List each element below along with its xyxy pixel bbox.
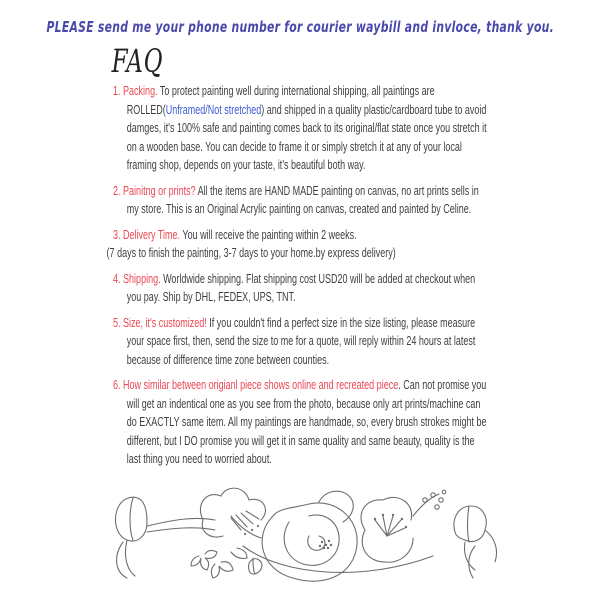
faq-item-text [113, 182, 490, 219]
faq-item-text [113, 226, 490, 245]
faq-item-number: 3. [113, 227, 124, 242]
page-title: FAQ [111, 42, 164, 80]
faq-body-text: If you couldn't find a perfect size in the size listing, please measure your space first, then, send the size to me for a quote, will reply within 24 hours at latest because of difference time zone between counties. [126, 315, 476, 367]
faq-item-number: 6. [113, 378, 124, 392]
faq-item-note: (7 days to finish the painting, 3-7 days to your home.by express delivery) [106, 246, 396, 260]
faq-body-text: ) and shipped in a quality plastic/cardboard tube to avoid damges, it's 100% safe and painting comes back to its original/flat state once you stretch it on a wooden base. You can decide to frame it or simply stretch it at any of your local framing shop, depends on your taste, it's beautiful both way. [126, 102, 487, 172]
faq-item-number: 1. [113, 84, 124, 98]
faq-heading: How similar between origianl piece shows online and recreated piece [123, 378, 399, 392]
faq-item-number: 5. [113, 315, 124, 330]
highlighted-text: Unframed/Not stretched [165, 102, 262, 117]
faq-heading: Packing. [123, 84, 158, 98]
faq-heading: Shipping. [123, 271, 161, 286]
faq-list [106, 82, 490, 476]
faq-item [113, 376, 490, 469]
faq-body-text: Worldwide shipping. Flat shipping cost USD20 will be added at checkout when you pay. Ship by DHL, FEDEX, UPS, TNT. [126, 271, 476, 304]
faq-item [113, 270, 490, 307]
faq-body-text: You will receive the painting within 2 weeks. [180, 227, 357, 242]
faq-heading: Painitng or prints? [123, 183, 196, 198]
faq-body-text: All the items are HAND MADE painting on canvas, no art prints sells in my store. This is an Original Acrylic painting on canvas, created and painted by Celine. [126, 183, 479, 216]
faq-item [113, 82, 490, 175]
faq-heading: Size, it's customized! [123, 315, 207, 330]
floral-line-art [103, 486, 503, 590]
faq-item [106, 226, 490, 263]
faq-item-number: 4. [113, 271, 124, 286]
seller-note: PLEASE send me your phone number for courier waybill and invloce, thank you. [46, 18, 555, 36]
faq-body-text: To protect painting well during international shipping, all paintings are ROLLED( [126, 84, 435, 117]
faq-item-text [113, 82, 490, 175]
faq-item-text [113, 314, 490, 370]
faq-item [113, 182, 490, 219]
faq-item-number: 2. [113, 183, 124, 198]
faq-item-text [113, 376, 490, 469]
faq-item-text [113, 270, 490, 307]
faq-item [113, 314, 490, 370]
faq-body-text: . Can not promise you will get an indentical one as you see from the photo, because only art prints/machine can do EXACTLY same item. All my paintings are handmade, so, every brush strokes might be different, but I DO promise you will get it in same quality and same beauty, quality is the last thing you need to worried about. [126, 378, 487, 466]
faq-heading: Delivery Time. [123, 227, 181, 242]
